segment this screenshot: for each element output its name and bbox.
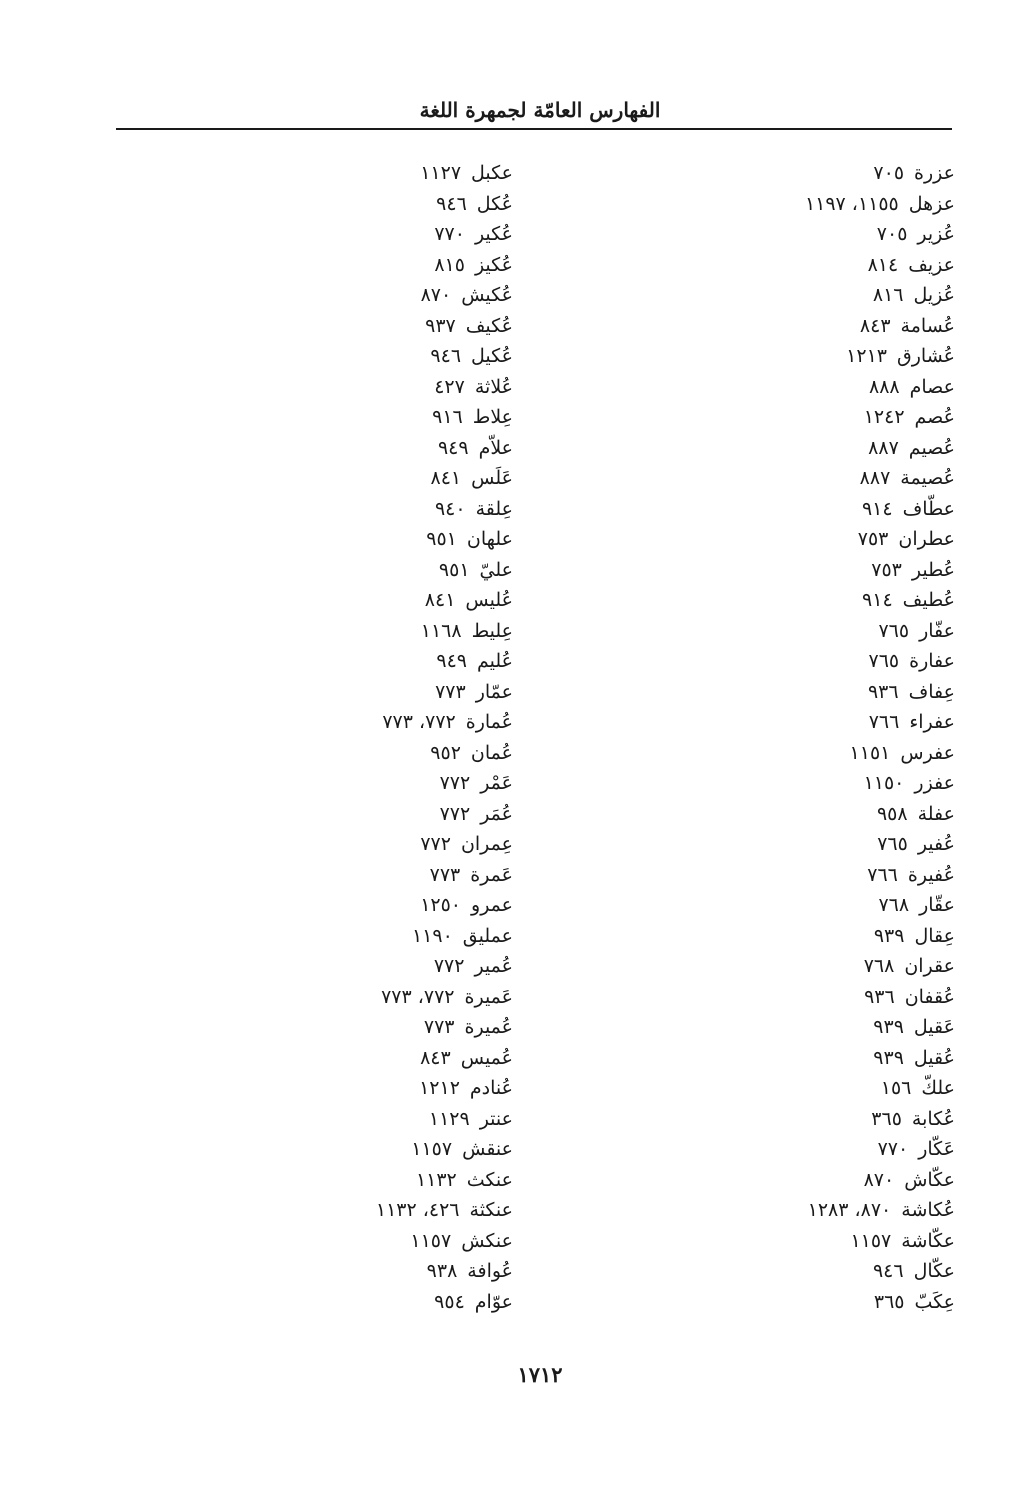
entry-pages: ٤٢٧ xyxy=(434,375,465,398)
entry-pages: ٨١٥ xyxy=(434,253,465,276)
index-entry xyxy=(695,738,955,769)
index-entry xyxy=(695,1287,955,1318)
index-entry xyxy=(253,158,513,189)
entry-word: عُوافة xyxy=(467,1260,513,1282)
entry-pages: ٧٧٢ xyxy=(433,955,465,977)
entry-word: عمّار xyxy=(475,680,513,703)
entry-pages: ١١٥٧ xyxy=(850,1229,892,1252)
entry-pages: ٣٦٥ xyxy=(871,1107,902,1130)
entry-word: عُكيش xyxy=(461,284,513,306)
index-entry xyxy=(695,799,955,830)
entry-word: عُلاثة xyxy=(474,375,513,398)
entry-word: عَمرة xyxy=(470,863,513,886)
index-entry xyxy=(695,341,955,372)
index-entry xyxy=(695,1226,955,1257)
entry-word: علاّم xyxy=(478,436,513,459)
index-entry xyxy=(695,616,955,647)
entry-word: عِلاط xyxy=(472,406,513,428)
index-entry xyxy=(253,402,513,433)
index-entry xyxy=(253,219,513,250)
entry-word: عُكيز xyxy=(474,253,513,276)
entry-word: عُفيرة xyxy=(907,863,955,886)
entry-pages: ٧٦٨ xyxy=(878,894,910,916)
entry-word: عُكيل xyxy=(471,345,513,367)
entry-word: عُزير xyxy=(917,223,955,245)
index-entry xyxy=(695,1012,955,1043)
index-entry xyxy=(253,1287,513,1318)
entry-word: عُمان xyxy=(470,741,513,764)
entry-word: عَلَس xyxy=(471,467,513,489)
index-entry xyxy=(253,1226,513,1257)
entry-word: عُليم xyxy=(476,650,513,672)
entry-word: عُكيف xyxy=(465,314,513,337)
index-entry xyxy=(253,677,513,708)
index-entry xyxy=(695,646,955,677)
entry-pages: ١١٥٥، ١١٩٧ xyxy=(804,192,899,215)
entry-pages: ٧٧٠ xyxy=(434,223,465,245)
index-entry xyxy=(253,341,513,372)
entry-word: عُمارة xyxy=(465,711,513,733)
entry-pages: ٩٤٦ xyxy=(430,345,462,367)
entry-pages: ٩٣٦ xyxy=(867,680,899,703)
entry-word: عمرو xyxy=(471,894,513,916)
entry-word: عمليق xyxy=(462,924,513,947)
entry-pages: ١٢١٢ xyxy=(419,1077,460,1099)
entry-word: عُمير xyxy=(474,955,513,977)
entry-pages: ٩٤٦ xyxy=(872,1260,904,1282)
entry-word: عنقش xyxy=(462,1138,513,1160)
entry-pages: ٩٤٩ xyxy=(436,650,467,672)
entry-pages: ٧٦٥ xyxy=(878,619,910,642)
entry-pages: ٩١٤ xyxy=(862,589,893,611)
entry-word: عقّار xyxy=(919,894,955,916)
entry-pages: ٩١٤ xyxy=(861,497,893,520)
index-entry xyxy=(253,982,513,1013)
entry-pages: ٩٤٦ xyxy=(436,192,467,215)
entry-word: عُطير xyxy=(911,558,955,581)
index-entry xyxy=(253,1256,513,1287)
index-entry xyxy=(253,494,513,525)
entry-word: عُميرة xyxy=(464,1016,513,1038)
index-entry xyxy=(695,158,955,189)
entry-word: عُكاشة xyxy=(901,1199,955,1221)
entry-word: عُكير xyxy=(474,223,513,245)
index-entry xyxy=(695,463,955,494)
running-header: الفهارس العامّة لجمهرة اللغة xyxy=(419,98,661,122)
entry-word: عَقيل xyxy=(913,1016,955,1038)
entry-word: عكّاش xyxy=(904,1168,955,1191)
index-entry xyxy=(253,1165,513,1196)
entry-word: عَكّار xyxy=(918,1138,955,1160)
entry-word: عنكثة xyxy=(469,1199,513,1221)
index-entry xyxy=(695,1073,955,1104)
index-entry xyxy=(695,890,955,921)
entry-word: علهان xyxy=(466,528,513,550)
entry-pages: ١٢١٣ xyxy=(846,345,887,367)
index-entry xyxy=(253,372,513,403)
page-number: ١٧١٢ xyxy=(517,1362,563,1387)
entry-word: عطّاف xyxy=(902,497,955,520)
entry-word: عُكابة xyxy=(911,1107,955,1130)
entry-pages: ٨٤٣ xyxy=(420,1046,451,1069)
index-entry xyxy=(253,860,513,891)
entry-pages: ١١٦٨ xyxy=(420,619,462,642)
index-entry xyxy=(695,189,955,220)
entry-pages: ٩٣٩ xyxy=(873,1016,904,1038)
entry-pages: ٨٧٠ xyxy=(863,1168,895,1191)
entry-word: عنكث xyxy=(466,1168,513,1191)
index-entry xyxy=(695,1043,955,1074)
entry-word: عَمْر xyxy=(480,772,513,794)
entry-pages: ٧٧٣ xyxy=(435,680,466,703)
entry-word: عِكَبّ xyxy=(914,1290,955,1313)
entry-pages: ٧٦٦ xyxy=(868,711,900,733)
entry-pages: ٨٧٠، ١٢٨٣ xyxy=(807,1199,892,1221)
entry-pages: ٣٦٥ xyxy=(873,1290,905,1313)
index-entry xyxy=(253,433,513,464)
entry-pages: ٩١٦ xyxy=(432,406,463,428)
entry-word: عُكل xyxy=(476,192,513,215)
entry-pages: ١٢٤٢ xyxy=(863,406,905,428)
index-entry xyxy=(253,829,513,860)
entry-word: عُقفان xyxy=(904,985,955,1008)
entry-word: عنكش xyxy=(461,1229,513,1252)
entry-word: عِقال xyxy=(914,924,955,947)
index-entry xyxy=(253,1104,513,1135)
entry-word: عُقيل xyxy=(913,1046,955,1069)
index-entry xyxy=(253,250,513,281)
entry-word: عُليس xyxy=(465,589,513,611)
index-entry xyxy=(695,1104,955,1135)
entry-word: عنتر xyxy=(479,1107,513,1130)
index-entry xyxy=(695,677,955,708)
entry-pages: ٧٥٣ xyxy=(871,558,902,581)
entry-word: عليّ xyxy=(479,558,513,581)
entry-pages: ١١٢٧ xyxy=(420,162,462,184)
entry-pages: ١١٥٧ xyxy=(411,1138,453,1160)
entry-word: عفرس xyxy=(900,741,955,764)
index-entry xyxy=(695,951,955,982)
entry-word: عِمران xyxy=(460,833,513,855)
index-entry xyxy=(695,1195,955,1226)
entry-word: عِفاف xyxy=(908,680,955,703)
entry-pages: ٧٦٦ xyxy=(867,863,898,886)
index-entry xyxy=(695,250,955,281)
entry-pages: ٨٨٧ xyxy=(868,436,899,459)
index-entry xyxy=(253,890,513,921)
entry-pages: ١٢٥٠ xyxy=(420,894,462,916)
entry-word: عُصم xyxy=(914,406,955,428)
entry-pages: ٧٦٥ xyxy=(868,650,900,672)
entry-word: عَميرة xyxy=(464,985,513,1008)
entry-word: عزرة xyxy=(914,162,955,184)
index-entry xyxy=(695,494,955,525)
index-entry xyxy=(253,555,513,586)
entry-word: عفزر xyxy=(914,772,955,794)
entry-word: عفلة xyxy=(917,802,955,825)
entry-pages: ٩٥٢ xyxy=(430,741,461,764)
entry-pages: ٩٣٧ xyxy=(425,314,456,337)
index-entry xyxy=(695,433,955,464)
index-entry xyxy=(253,1012,513,1043)
entry-word: عفارة xyxy=(909,650,955,672)
entry-pages: ٩٥٤ xyxy=(434,1290,465,1313)
index-entry xyxy=(695,402,955,433)
index-column-left xyxy=(253,158,513,1317)
index-entry xyxy=(253,646,513,677)
entry-pages: ٧٧٢ xyxy=(439,772,471,794)
entry-word: عكّاشة xyxy=(901,1229,955,1252)
entry-pages: ٧٧٢ xyxy=(439,802,471,825)
index-entry xyxy=(695,372,955,403)
index-entry xyxy=(253,189,513,220)
entry-pages: ٧٧٢ xyxy=(420,833,451,855)
entry-pages: ٨٤١ xyxy=(430,467,462,489)
entry-pages: ٩٥١ xyxy=(426,528,457,550)
index-entry xyxy=(253,585,513,616)
index-entry xyxy=(253,1073,513,1104)
entry-word: عِلقة xyxy=(475,497,513,520)
index-entry xyxy=(253,1043,513,1074)
entry-word: علكّ xyxy=(921,1077,955,1099)
entry-pages: ٧٠٥ xyxy=(876,223,908,245)
entry-pages: ٧٠٥ xyxy=(873,162,905,184)
entry-word: عُصيمة xyxy=(900,467,955,489)
entry-word: عوّام xyxy=(474,1290,513,1313)
entry-pages: ١٥٦ xyxy=(880,1077,912,1099)
entry-pages: ٩٣٩ xyxy=(873,924,905,947)
entry-pages: ٨٤١ xyxy=(424,589,456,611)
index-entry xyxy=(695,311,955,342)
index-entry xyxy=(695,1165,955,1196)
entry-pages: ٨٨٧ xyxy=(859,467,891,489)
index-entry xyxy=(253,951,513,982)
entry-pages: ٩٣٨ xyxy=(426,1260,458,1282)
entry-pages: ١١٢٩ xyxy=(428,1107,470,1130)
index-entry xyxy=(695,555,955,586)
index-entry xyxy=(253,463,513,494)
entry-pages: ٧٥٣ xyxy=(857,528,889,550)
entry-word: عفّار xyxy=(919,619,955,642)
entry-word: عُزيل xyxy=(913,284,955,306)
entry-pages: ٧٧٣ xyxy=(429,863,461,886)
entry-word: عطران xyxy=(898,528,955,550)
index-entry xyxy=(253,707,513,738)
entry-pages: ٧٧٣ xyxy=(423,1016,455,1038)
entry-word: عُنادم xyxy=(469,1077,513,1099)
index-entry xyxy=(695,768,955,799)
entry-word: عكبل xyxy=(471,162,513,184)
index-entry xyxy=(253,1195,513,1226)
entry-word: عزيف xyxy=(908,253,955,276)
index-column-right xyxy=(695,158,955,1317)
index-entry xyxy=(253,311,513,342)
index-entry xyxy=(695,707,955,738)
entry-word: عفراء xyxy=(909,711,955,733)
index-entry xyxy=(695,1256,955,1287)
entry-pages: ١١٣٢ xyxy=(415,1168,457,1191)
index-entry xyxy=(695,524,955,555)
entry-pages: ٧٦٥ xyxy=(877,833,908,855)
entry-pages: ٨٤٣ xyxy=(859,314,891,337)
entry-word: عُطيف xyxy=(902,589,955,611)
entry-pages: ٩٥٨ xyxy=(876,802,908,825)
index-entry xyxy=(695,1134,955,1165)
entry-pages: ١١٥٧ xyxy=(410,1229,452,1252)
entry-pages: ٩٣٩ xyxy=(873,1046,904,1069)
index-entry xyxy=(695,219,955,250)
entry-word: عُصيم xyxy=(908,436,955,459)
entry-pages: ٩٤٩ xyxy=(437,436,469,459)
entry-pages: ٩٤٠ xyxy=(434,497,466,520)
index-entry xyxy=(253,799,513,830)
index-entry xyxy=(253,738,513,769)
entry-word: عصام xyxy=(909,375,955,398)
entry-word: عكّال xyxy=(913,1260,955,1282)
index-entry xyxy=(253,616,513,647)
entry-word: عُمَر xyxy=(480,802,513,825)
entry-pages: ٤٢٦، ١١٣٢ xyxy=(375,1199,460,1221)
index-entry xyxy=(695,860,955,891)
index-entry xyxy=(253,921,513,952)
entry-word: عقران xyxy=(904,955,955,977)
entry-pages: ٩٣٦ xyxy=(864,985,895,1008)
entry-pages: ٧٧٢، ٧٧٣ xyxy=(382,711,456,733)
entry-word: عزهل xyxy=(908,192,955,215)
entry-pages: ٨٧٠ xyxy=(420,284,452,306)
entry-pages: ١١٩٠ xyxy=(411,924,453,947)
entry-pages: ٧٦٨ xyxy=(863,955,895,977)
entry-pages: ٨١٦ xyxy=(872,284,904,306)
entry-word: عُميس xyxy=(460,1046,513,1069)
header-rule xyxy=(116,128,952,130)
entry-pages: ٧٧٢، ٧٧٣ xyxy=(381,985,455,1008)
index-entry xyxy=(695,585,955,616)
index-entry xyxy=(695,829,955,860)
index-entry xyxy=(253,1134,513,1165)
entry-pages: ٨١٤ xyxy=(867,253,899,276)
index-entry xyxy=(695,921,955,952)
entry-word: عُفير xyxy=(917,833,955,855)
index-entry xyxy=(253,768,513,799)
index-entry xyxy=(695,982,955,1013)
entry-word: عِليط xyxy=(471,619,513,642)
entry-word: عُسامة xyxy=(900,314,955,337)
entry-pages: ٧٧٠ xyxy=(877,1138,909,1160)
entry-pages: ٩٥١ xyxy=(438,558,470,581)
index-entry xyxy=(253,280,513,311)
entry-pages: ١١٥١ xyxy=(849,741,891,764)
index-entry xyxy=(695,280,955,311)
index-entry xyxy=(253,524,513,555)
entry-pages: ١١٥٠ xyxy=(863,772,905,794)
entry-word: عُشارق xyxy=(897,345,955,367)
entry-pages: ٨٨٨ xyxy=(869,375,900,398)
